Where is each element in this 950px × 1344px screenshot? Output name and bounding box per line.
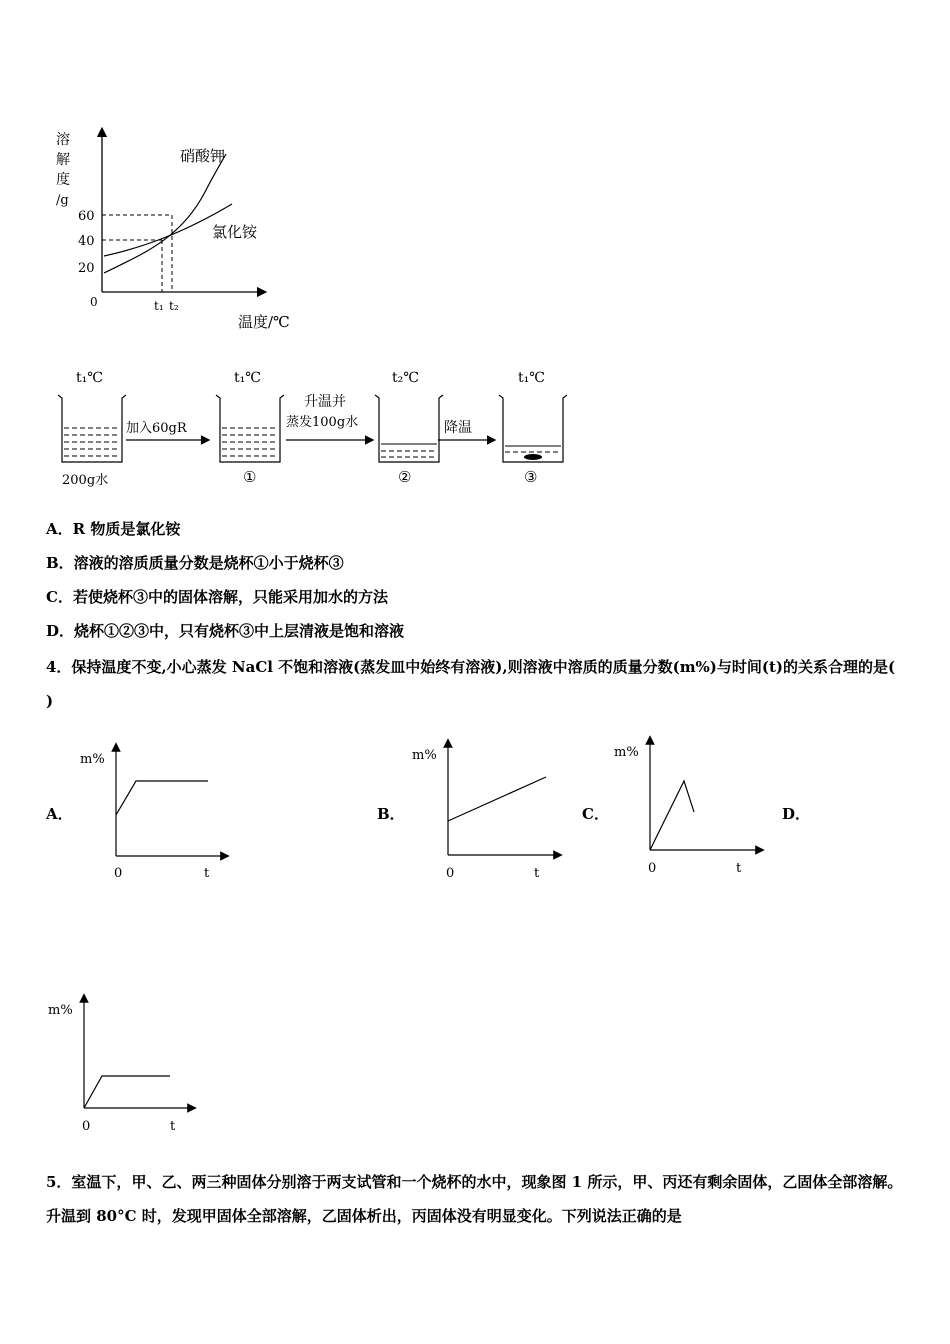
graph-d-line bbox=[84, 1076, 170, 1108]
beaker-3 bbox=[499, 395, 567, 462]
graph-b-line bbox=[448, 777, 546, 821]
beaker2-label: ② bbox=[398, 468, 412, 486]
beaker2-temp: t₂℃ bbox=[392, 370, 419, 386]
graph-a-origin: 0 bbox=[114, 866, 123, 881]
y-tick-20: 20 bbox=[78, 261, 95, 276]
arrow2-label-line1: 升温并 bbox=[304, 394, 346, 410]
y-label-4: /g bbox=[56, 193, 69, 208]
graph-a-x-label: t bbox=[204, 866, 210, 881]
q4-label-a: A． bbox=[46, 805, 73, 823]
graph-b-origin: 0 bbox=[446, 866, 455, 881]
graph-d-y-label: m% bbox=[48, 1003, 73, 1018]
beaker3-label: ③ bbox=[524, 468, 538, 486]
beaker1-temp: t₁℃ bbox=[234, 370, 261, 386]
beaker-1 bbox=[216, 395, 284, 462]
q4-label-b: B． bbox=[377, 805, 405, 823]
beaker3-temp: t₁℃ bbox=[518, 370, 545, 386]
kno3-curve bbox=[104, 154, 226, 273]
arrow1-label: 加入60gR bbox=[126, 421, 187, 436]
y-label-1: 溶 bbox=[56, 132, 70, 148]
graph-b bbox=[410, 735, 570, 885]
beaker0-temp: t₁℃ bbox=[76, 370, 103, 386]
graph-d-x-label: t bbox=[170, 1119, 176, 1134]
graph-c-x-label: t bbox=[736, 861, 742, 876]
option-a: A．R 物质是氯化铵 bbox=[46, 520, 181, 538]
option-d: D．烧杯①②③中，只有烧杯③中上层清液是饱和溶液 bbox=[46, 622, 405, 640]
nh4cl-label: 氯化铵 bbox=[212, 223, 258, 241]
t2-tick: t₂ bbox=[169, 299, 179, 313]
graph-a-line bbox=[116, 781, 208, 815]
y-tick-40: 40 bbox=[78, 234, 95, 249]
graph-c-origin: 0 bbox=[648, 861, 657, 876]
question-5-text: 5．室温下，甲、乙、两三种固体分别溶于两支试管和一个烧杯的水中，现象图 1 所示，甲、丙还有剩余固体，乙固体全部溶解。升温到 80°C 时，发现甲固体全部溶解，乙固体析出，丙固体没有明显变化。下列说法正确的是 bbox=[46, 1173, 903, 1225]
origin-label: 0 bbox=[90, 295, 98, 309]
y-label-2: 解 bbox=[56, 152, 70, 168]
arrow3-label: 降温 bbox=[444, 420, 472, 436]
beaker-initial bbox=[58, 395, 126, 462]
q4-label-d: D． bbox=[782, 805, 811, 823]
option-c: C．若使烧杯③中的固体溶解，只能采用加水的方法 bbox=[46, 588, 388, 606]
solubility-graph bbox=[40, 120, 320, 340]
y-tick-60: 60 bbox=[78, 209, 95, 224]
precipitate bbox=[524, 454, 542, 460]
graph-d-origin: 0 bbox=[82, 1119, 91, 1134]
graph-b-x-label: t bbox=[534, 866, 540, 881]
x-label: 温度/℃ bbox=[238, 313, 290, 331]
graph-a-y-label: m% bbox=[80, 752, 105, 767]
graph-a bbox=[78, 735, 238, 885]
arrow2-label-line2: 蒸发100g水 bbox=[286, 415, 359, 430]
q4-label-c: C． bbox=[582, 805, 609, 823]
graph-d bbox=[46, 990, 206, 1140]
y-label-3: 度 bbox=[56, 172, 70, 188]
graph-c-line bbox=[650, 781, 694, 850]
graph-c-y-label: m% bbox=[614, 745, 639, 760]
kno3-label: 硝酸钾 bbox=[180, 147, 226, 165]
question-4-text: 4．保持温度不变,小心蒸发 NaCl 不饱和溶液(蒸发皿中始终有溶液),则溶液中溶质的质量分数(m%)与时间(t)的关系合理的是( ) bbox=[46, 658, 896, 710]
t1-tick: t₁ bbox=[154, 299, 164, 313]
beaker1-label: ① bbox=[243, 468, 257, 486]
beaker0-label: 200g水 bbox=[62, 473, 109, 488]
graph-c bbox=[612, 730, 772, 880]
beaker-process-diagram bbox=[40, 362, 580, 492]
option-b: B．溶液的溶质质量分数是烧杯①小于烧杯③ bbox=[46, 554, 344, 572]
graph-b-y-label: m% bbox=[412, 748, 437, 763]
beaker-2 bbox=[375, 395, 443, 462]
